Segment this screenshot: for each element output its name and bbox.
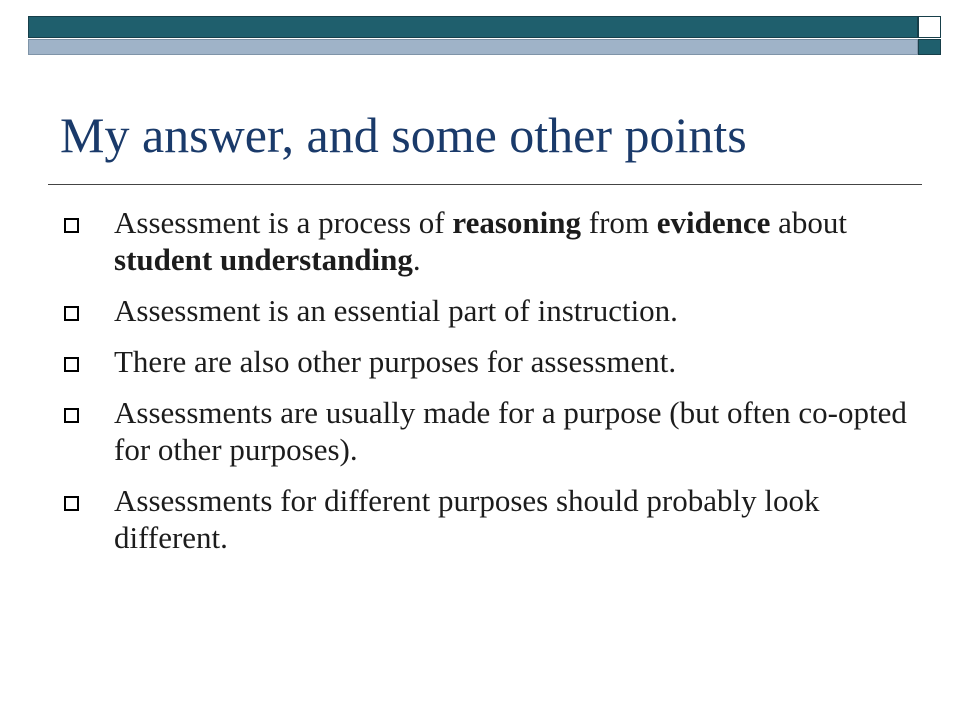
bullet-item (64, 482, 914, 556)
header-square-light (918, 16, 941, 38)
square-bullet-icon (64, 408, 79, 423)
bullet-item (64, 292, 914, 329)
slide-title: My answer, and some other points (60, 107, 747, 163)
square-bullet-icon (64, 218, 79, 233)
header-bar-dark (28, 16, 918, 38)
header-square-dark (918, 39, 941, 55)
bold-term: reasoning (452, 205, 581, 240)
square-bullet-icon (64, 357, 79, 372)
square-bullet-icon (64, 496, 79, 511)
bullet-text: Assessments for different purposes should probably look different. (114, 483, 820, 555)
bullet-item (64, 343, 914, 380)
bullet-text: Assessment is a process of reasoning from evidence about student understanding. (114, 205, 848, 277)
title-divider (48, 184, 922, 185)
bullet-item (64, 204, 914, 278)
header-bar-light (28, 39, 918, 55)
bold-term: evidence (656, 205, 771, 240)
bullet-list (64, 204, 914, 570)
bullet-text: There are also other purposes for assessment. (114, 344, 677, 379)
bullet-text: Assessment is an essential part of instruction. (114, 293, 678, 328)
square-bullet-icon (64, 306, 79, 321)
bold-term: student understanding (114, 242, 413, 277)
bullet-text: Assessments are usually made for a purpose (but often co-opted for other purposes). (114, 395, 907, 467)
bullet-item (64, 394, 914, 468)
